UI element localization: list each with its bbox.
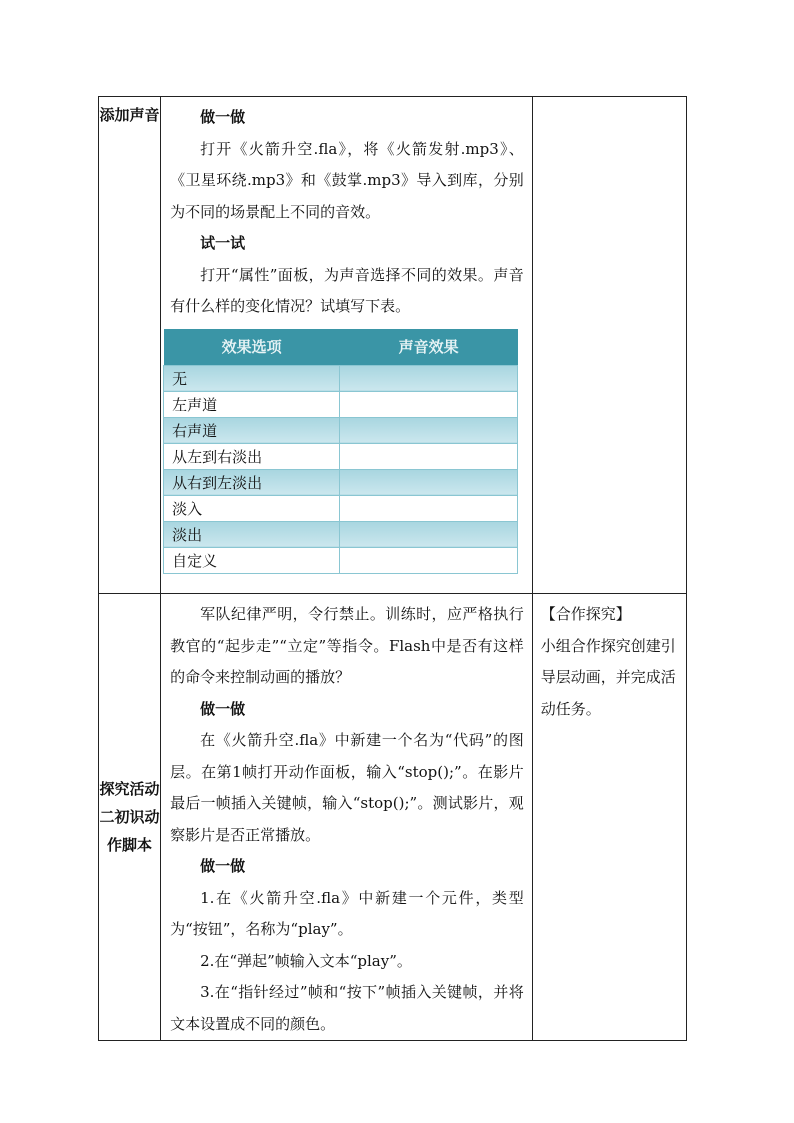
effect-option-cell: 无	[164, 365, 340, 391]
note-cell	[532, 594, 686, 1041]
note-text: 小组合作探究创建引导层动画，并完成活动任务。	[540, 636, 676, 718]
note-text	[533, 97, 686, 102]
effects-table-row	[164, 495, 518, 521]
paragraph: 3.在“指针经过”帧和“按下”帧插入关键帧，并将文本设置成不同的颜色。	[170, 983, 524, 1033]
effect-option-cell: 从右到左淡出	[164, 469, 340, 495]
effects-table-row	[164, 469, 518, 495]
sound-effect-cell	[340, 547, 518, 573]
effects-table	[163, 329, 518, 574]
header-sound-effect: 声音效果	[340, 329, 518, 366]
effects-table-row	[164, 391, 518, 417]
sound-effect-cell	[340, 469, 518, 495]
row-action-script	[99, 594, 687, 1041]
sound-effect-cell	[340, 391, 518, 417]
paragraph: 1.在《火箭升空.fla》中新建一个元件，类型为“按钮”，名称为“play”。	[170, 888, 524, 938]
section-heading: 试一试	[200, 234, 246, 252]
row-add-sound	[99, 97, 687, 594]
paragraph: 在《火箭升空.fla》中新建一个名为“代码”的图层。在第1帧打开动作面板，输入“stop();”。在影片最后一帧插入关键帧，输入“stop();”。测试影片，观察影片是否正常播放。	[170, 731, 524, 844]
section-heading: 做一做	[200, 108, 246, 126]
effect-option-cell: 淡出	[164, 521, 340, 547]
paragraph: 打开《火箭升空.fla》，将《火箭发射.mp3》、《卫星环绕.mp3》和《鼓掌.mp3》导入到库，分别为不同的场景配上不同的音效。	[170, 139, 524, 221]
paragraph: 打开“属性”面板，为声音选择不同的效果。声音有什么样的变化情况？试填写下表。	[170, 265, 524, 315]
note-cell	[532, 97, 686, 594]
sound-effect-cell	[340, 521, 518, 547]
effects-table-row	[164, 443, 518, 469]
header-effect-option: 效果选项	[164, 329, 340, 366]
lesson-table	[98, 96, 687, 1041]
content-body	[161, 97, 532, 323]
sound-effect-cell	[340, 417, 518, 443]
row-label: 探究活动二初识动作脚本	[99, 780, 160, 854]
row-label: 添加声音	[99, 106, 160, 124]
effect-option-cell: 右声道	[164, 417, 340, 443]
effect-option-cell: 左声道	[164, 391, 340, 417]
note-block	[533, 594, 686, 725]
effect-option-cell: 从左到右淡出	[164, 443, 340, 469]
note-title: 【合作探究】	[540, 605, 631, 623]
effects-table-row	[164, 417, 518, 443]
paragraph: 军队纪律严明，令行禁止。训练时，应严格执行教官的“起步走”“立定”等指令。Flash中是否有这样的命令来控制动画的播放？	[170, 605, 524, 686]
sound-effect-cell	[340, 443, 518, 469]
row-label-cell	[99, 594, 161, 1041]
effects-table-header	[164, 329, 518, 366]
section-heading: 做一做	[200, 699, 246, 718]
effects-table-row	[164, 365, 518, 391]
paragraph: 2.在“弹起”帧输入文本“play”。	[200, 951, 412, 970]
effects-table-row	[164, 547, 518, 573]
row-label-cell	[99, 97, 161, 594]
section-heading: 做一做	[200, 857, 246, 875]
effect-option-cell: 淡入	[164, 495, 340, 521]
content-cell	[161, 97, 533, 594]
sound-effect-cell	[340, 495, 518, 521]
effects-table-row	[164, 521, 518, 547]
sound-effect-cell	[340, 365, 518, 391]
content-body	[161, 594, 532, 1040]
content-cell	[161, 594, 533, 1041]
effect-option-cell: 自定义	[164, 547, 340, 573]
